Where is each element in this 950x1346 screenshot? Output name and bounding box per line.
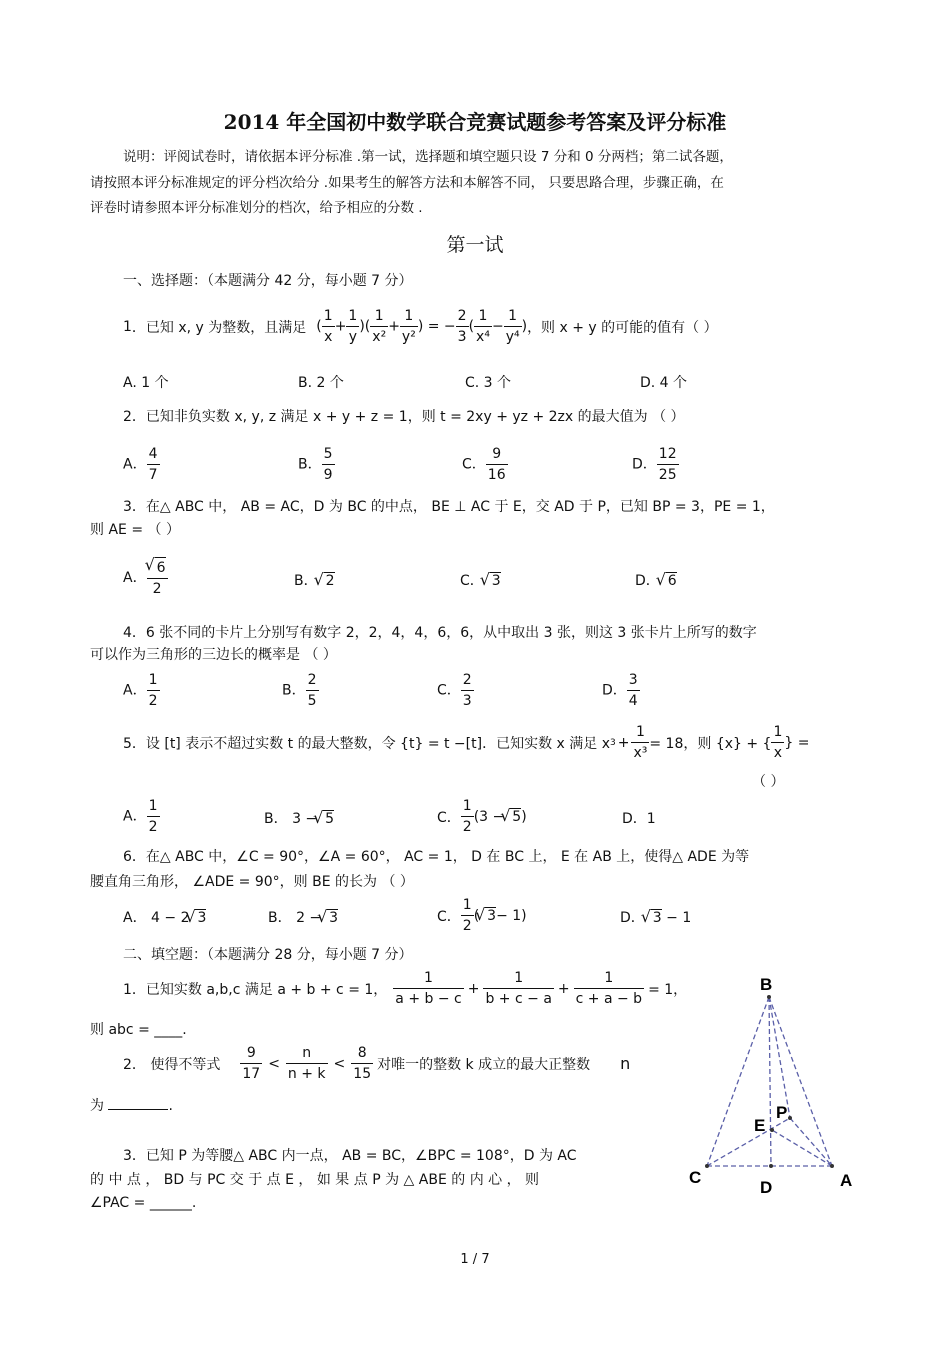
question-5-paren: （ ） — [752, 774, 785, 790]
question-1 — [123, 306, 718, 347]
fill-1-line-2: 则 abc = ____. — [90, 1022, 187, 1038]
question-6-line-1: 6．在△ ABC 中，∠C = 90°，∠A = 60°， AC = 1， D 在 BC 上， E 在 AB 上，使得△ ADE 为等 — [123, 849, 750, 865]
question-3-line-2: 则 AE = （ ） — [90, 522, 180, 538]
fill-3-line-3: ∠PAC = ______. — [90, 1195, 197, 1211]
q3-option-d: D．√ 6 — [635, 570, 677, 590]
q5-option-c: C． $\frac{1}{2}$ (3 − √ 5 ) — [437, 796, 527, 837]
question-4-line-1: 4．6 张不同的卡片上分别写有数字 2，2，4，4，6，6，从中取出 3 张，则这 3 张卡片上所写的数字 — [123, 625, 757, 641]
q2-option-b: B． $\frac{5}{9}$ — [298, 446, 333, 483]
q3-option-c: C．√ 3 — [460, 570, 501, 590]
triangle-figure — [680, 970, 870, 1200]
label-e: E — [754, 1116, 766, 1135]
q1-option-c: C. 3 个 — [465, 375, 512, 391]
q1-pre: ．已知 x, y 为整数，且满足 — [131, 319, 307, 336]
q1-option-b: B. 2 个 — [298, 375, 344, 391]
label-b: B — [760, 975, 773, 994]
label-c: C — [689, 1168, 702, 1187]
note-line-3: 评卷时请参照本评分标准划分的档次，给予相应的分数 . — [90, 200, 423, 216]
question-3-line-1: 3．在△ ABC 中， AB = AC，D 为 BC 的中点， BE ⊥ AC 于 E，交 AD 于 P，已知 BP = 3，PE = 1， — [123, 499, 775, 515]
question-4-line-2: 可以作为三角形的三边长的概率是 （ ） — [90, 647, 337, 663]
part1-heading: 一、选择题：（本题满分 42 分，每小题 7 分） — [123, 273, 413, 289]
section-title: 第一试 — [446, 234, 504, 256]
segment-pa — [790, 1118, 832, 1166]
page-number: 1 / 7 — [460, 1252, 490, 1267]
q2-option-d: D． $\frac{12}{25}$ — [632, 446, 677, 483]
label-d: D — [760, 1178, 773, 1197]
fill-3-line-2: 的 中 点 ， BD 与 PC 交 于 点 E ， 如 果 点 P 为 △ ABE 的 内 心 ， 则 — [90, 1172, 540, 1188]
segment-bp — [769, 997, 790, 1118]
q2-option-a: A． $\frac{4}{7}$ — [123, 446, 158, 483]
q4-option-c: C． $\frac{2}{3}$ — [437, 672, 472, 709]
q1-formula: ( $\frac{1}{x}$ + $\frac{1}{y}$ )( $\frac{1}{\text{x²}}$ + $\frac{1}{\text{y²}}$ ) = − $\frac{2}{3}$ ( $\frac{1}{\text{x⁴}}$ − $\frac{1}{\text{y⁴}}$ ) — [316, 308, 528, 345]
page-title: 2014 年全国初中数学联合竞赛试题参考答案及评分标准 — [223, 110, 727, 134]
segment-bd — [769, 997, 771, 1166]
q4-option-a: A． $\frac{1}{2}$ — [123, 672, 158, 709]
fill-1: 1．已知实数 a,b,c 满足 a + b + c = 1， $\frac{1}{a + b - c}$ + $\frac{1}{b + c - a}$ + $\frac{1}{c + a - b}$ = 1， — [123, 970, 688, 1007]
segment-ae — [772, 1130, 832, 1166]
label-p: P — [776, 1103, 788, 1122]
q6-option-b: B． 2 −√ 3 — [268, 907, 338, 927]
edge-ba — [769, 997, 832, 1166]
q1-post: ，则 x + y 的可能的值有（ ） — [527, 319, 718, 336]
fill-3-line-1: 3．已知 P 为等腰△ ABC 内一点， AB = BC，∠BPC = 108°，D 为 AC — [123, 1148, 577, 1164]
q6-option-a: A． 4 − 2√ 3 — [123, 907, 206, 927]
segment-cp — [707, 1118, 790, 1166]
edge-bc — [707, 997, 769, 1166]
q5-option-d: D．1 — [622, 811, 656, 827]
question-5-line-1: 5．设 [t] 表示不超过实数 t 的最大整数，令 {t} = t −[t]．已知实数 x 满足 x 3 + $\frac{1}{\text{x³}}$ = 18，则 {x} + { $\frac{1}{x}$ } = — [123, 724, 810, 761]
fill-2-line-2: 为 . — [90, 1098, 173, 1114]
q3-option-a: A． √ $\frac{6}{2}$ — [123, 557, 168, 599]
q6-option-c: C． $\frac{1}{2}$ ( √ 3 − 1) — [437, 895, 527, 936]
question-6-line-2: 腰直角三角形， ∠ADE = 90°，则 BE 的长为 （ ） — [90, 874, 414, 890]
note-line-2: 请按照本评分标准规定的评分档次给分 .如果考生的解答方法和本解答不同， 只要思路合理，步骤正确，在 — [90, 175, 724, 191]
q4-option-b: B． $\frac{2}{5}$ — [282, 672, 317, 709]
q6-option-d: D．√ 3 − 1 — [620, 907, 691, 927]
q1-number: 1 — [123, 318, 132, 335]
q4-option-d: D． $\frac{3}{4}$ — [602, 672, 638, 709]
q5-option-b: B． 3 −√ 5 — [264, 808, 334, 828]
q1-option-d: D. 4 个 — [640, 375, 688, 391]
fill-2: 2． 使得不等式 $\frac{9}{17}$ < $\frac{n}{n + k}$ < $\frac{8}{15}$ 对唯一的整数 k 成立的最大正整数 n — [123, 1045, 631, 1082]
q1-option-a: A. 1 个 — [123, 375, 169, 391]
part2-heading: 二、填空题：（本题满分 28 分，每小题 7 分） — [123, 947, 413, 963]
q5-option-a: A． $\frac{1}{2}$ — [123, 798, 158, 835]
question-2: 2．已知非负实数 x, y, z 满足 x + y + z = 1，则 t = 2xy + yz + 2zx 的最大值为 （ ） — [123, 409, 685, 425]
note-line-1: 说明：评阅试卷时，请依据本评分标准 .第一试，选择题和填空题只设 7 分和 0 分两档；第二试各题， — [123, 149, 733, 165]
q3-option-b: B．√ 2 — [294, 570, 335, 590]
label-a: A — [840, 1171, 853, 1190]
q2-option-c: C． $\frac{9}{16}$ — [462, 446, 506, 483]
